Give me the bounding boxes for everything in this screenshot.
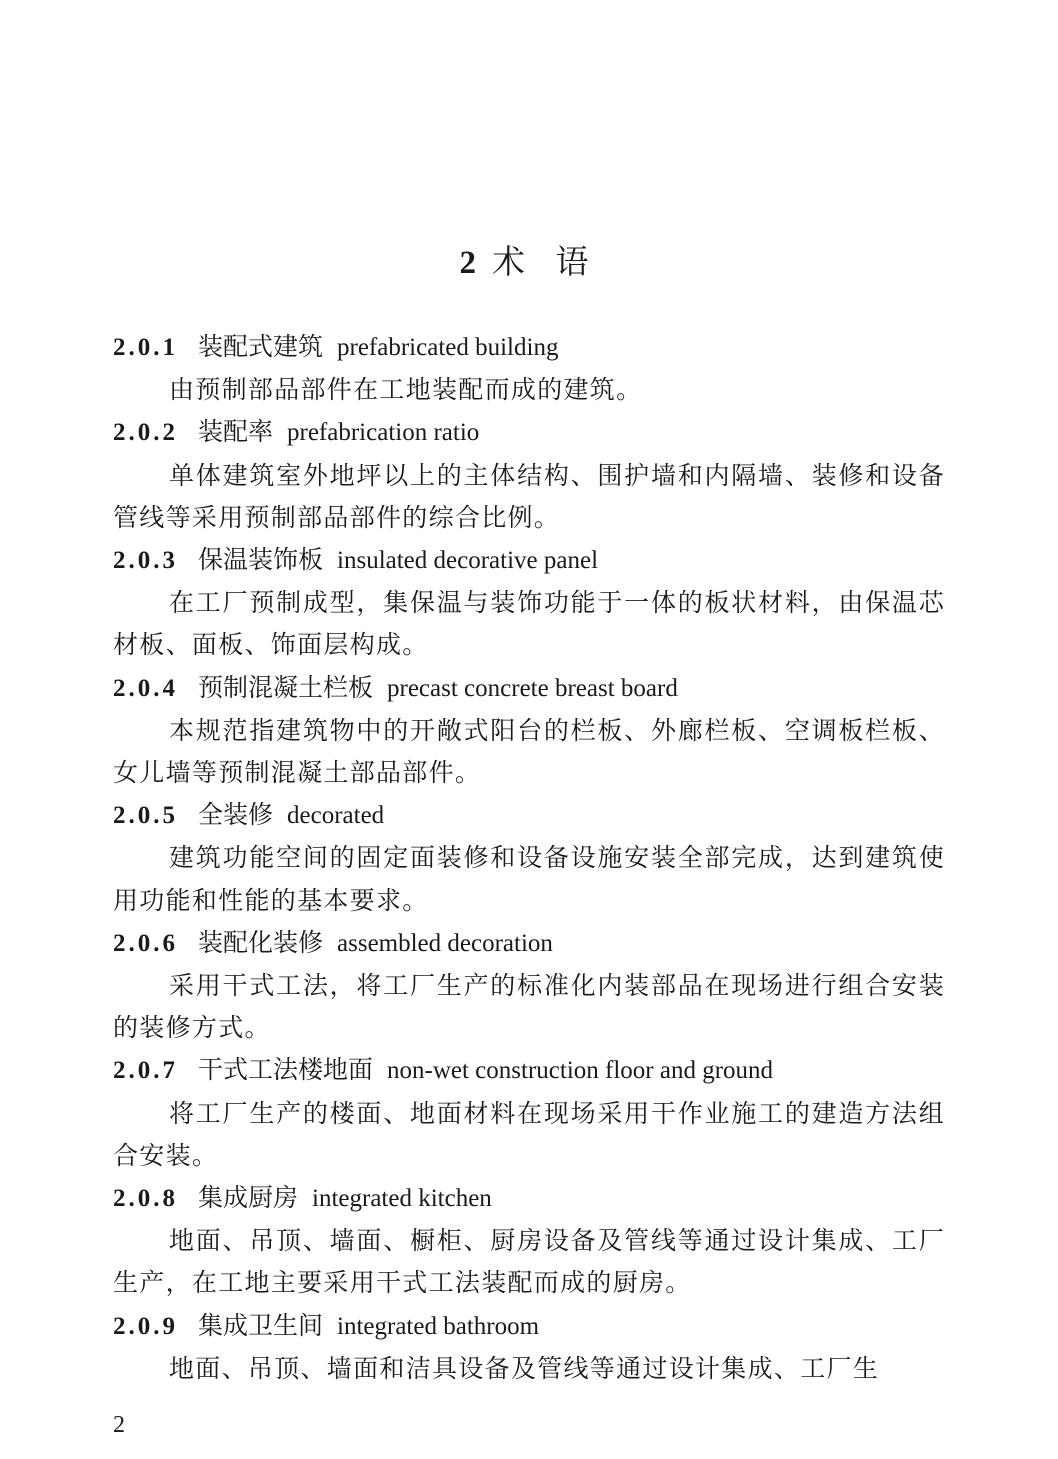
term-definition: 由预制部品部件在工地装配而成的建筑。 [169, 375, 643, 405]
term-definition: 本规范指建筑物中的开敞式阳台的栏板、外廊栏板、空调板栏板、女儿墙等预制混凝土部品部件。 [113, 715, 945, 788]
term-chinese: 装配率 [198, 417, 274, 447]
term-english: prefabricated building [337, 334, 559, 361]
term-heading [113, 667, 945, 710]
term-number: 2.0.9 [113, 1312, 178, 1340]
term-heading [113, 411, 945, 454]
term-definition: 单体建筑室外地坪以上的主体结构、围护墙和内隔墙、装修和设备管线等采用预制部品部件的综合比例。 [113, 460, 945, 532]
term-heading [113, 539, 945, 582]
term-english: precast concrete breast board [387, 674, 678, 702]
term-heading [113, 1305, 945, 1348]
term-english: insulated decorative panel [337, 547, 599, 575]
term-number: 2.0.6 [113, 929, 178, 957]
term-chinese: 保温装饰板 [198, 545, 324, 575]
term-heading [113, 1049, 945, 1092]
term-english: non-wet construction floor and ground [387, 1057, 774, 1085]
term-heading [113, 794, 945, 837]
term-number: 2.0.3 [113, 547, 178, 575]
term-chinese: 装配化装修 [198, 927, 324, 957]
term-definition: 采用干式工法，将工厂生产的标准化内装部品在现场进行组合安装的装修方式。 [113, 971, 945, 1043]
term-heading [113, 922, 945, 965]
term-chinese: 干式工法楼地面 [198, 1055, 374, 1085]
chapter-title: 术 语 [492, 242, 599, 282]
term-number: 2.0.8 [113, 1185, 178, 1213]
term-english: integrated kitchen [312, 1185, 492, 1213]
term-chinese: 集成厨房 [198, 1183, 299, 1213]
term-chinese: 预制混凝土栏板 [198, 672, 374, 702]
term-english: decorated [287, 802, 385, 830]
term-english: assembled decoration [337, 929, 553, 957]
page-number: 2 [113, 1412, 125, 1438]
term-number: 2.0.2 [113, 419, 178, 447]
term-english: prefabrication ratio [287, 419, 480, 447]
chapter-number: 2 [459, 245, 486, 282]
term-definition: 建筑功能空间的固定面装修和设备设施安装全部完成，达到建筑使用功能和性能的基本要求。 [113, 843, 945, 915]
term-number: 2.0.4 [113, 674, 178, 702]
term-definition: 地面、吊顶、墙面、橱柜、厨房设备及管线等通过设计集成、工厂生产，在工地主要采用干式工法装配而成的厨房。 [113, 1226, 945, 1298]
terms-list [113, 326, 945, 1390]
term-number: 2.0.7 [113, 1057, 178, 1085]
page-title [0, 237, 1058, 288]
term-number: 2.0.5 [113, 802, 178, 830]
term-number: 2.0.1 [113, 334, 178, 361]
term-chinese: 集成卫生间 [198, 1310, 324, 1340]
term-definition: 地面、吊顶、墙面和洁具设备及管线等通过设计集成、工厂生 [169, 1353, 880, 1383]
term-chinese: 装配式建筑 [198, 332, 324, 361]
term-definition: 在工厂预制成型，集保温与装饰功能于一体的板状材料，由保温芯材板、面板、饰面层构成。 [113, 588, 945, 660]
term-english: integrated bathroom [337, 1312, 540, 1340]
term-heading [113, 326, 945, 369]
term-heading [113, 1177, 945, 1220]
term-chinese: 全装修 [198, 800, 274, 830]
term-definition: 将工厂生产的楼面、地面材料在现场采用干作业施工的建造方法组合安装。 [113, 1098, 945, 1170]
